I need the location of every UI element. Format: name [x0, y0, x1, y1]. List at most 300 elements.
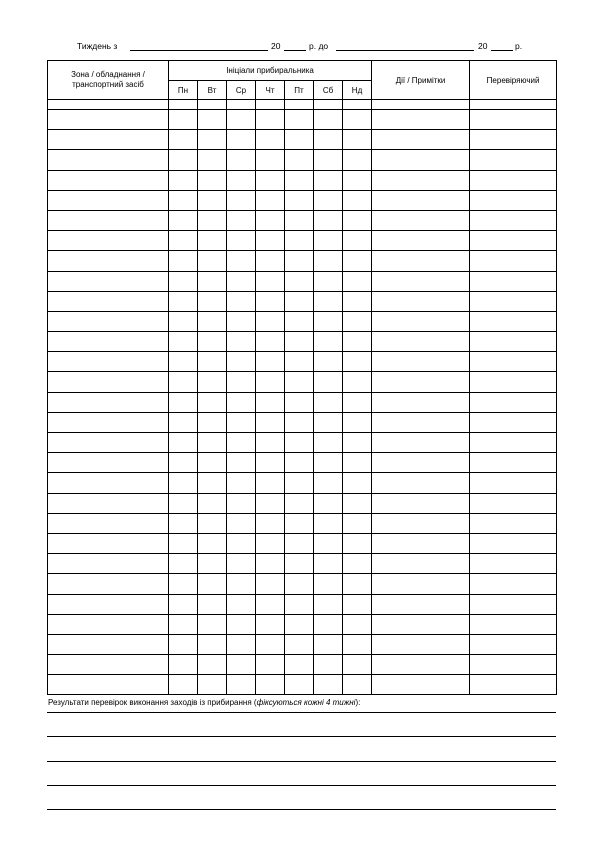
- table-cell[interactable]: [343, 170, 372, 190]
- table-cell[interactable]: [372, 130, 470, 150]
- table-cell[interactable]: [256, 110, 285, 130]
- table-cell[interactable]: [169, 372, 198, 392]
- table-cell[interactable]: [470, 231, 557, 251]
- table-cell[interactable]: [285, 655, 314, 675]
- table-cell[interactable]: [198, 453, 227, 473]
- table-cell[interactable]: [372, 150, 470, 170]
- table-cell[interactable]: [256, 493, 285, 513]
- table-cell[interactable]: [314, 513, 343, 533]
- table-cell[interactable]: [470, 614, 557, 634]
- week-end-field[interactable]: [336, 50, 474, 51]
- table-cell[interactable]: [169, 655, 198, 675]
- table-cell[interactable]: [48, 170, 169, 190]
- table-cell[interactable]: [343, 190, 372, 210]
- table-cell[interactable]: [256, 433, 285, 453]
- table-cell[interactable]: [470, 675, 557, 695]
- table-cell[interactable]: [343, 311, 372, 331]
- table-cell[interactable]: [314, 130, 343, 150]
- table-cell[interactable]: [48, 453, 169, 473]
- table-cell[interactable]: [198, 533, 227, 553]
- table-cell[interactable]: [314, 190, 343, 210]
- table-cell[interactable]: [169, 675, 198, 695]
- table-cell[interactable]: [470, 473, 557, 493]
- table-cell[interactable]: [314, 311, 343, 331]
- table-cell[interactable]: [256, 453, 285, 473]
- table-cell[interactable]: [169, 433, 198, 453]
- inspection-line[interactable]: [47, 761, 556, 762]
- table-cell[interactable]: [227, 352, 256, 372]
- table-cell[interactable]: [470, 291, 557, 311]
- table-cell[interactable]: [470, 493, 557, 513]
- table-cell[interactable]: [343, 332, 372, 352]
- table-cell[interactable]: [314, 291, 343, 311]
- table-cell[interactable]: [256, 251, 285, 271]
- table-cell[interactable]: [470, 453, 557, 473]
- table-cell[interactable]: [285, 130, 314, 150]
- table-cell[interactable]: [198, 594, 227, 614]
- table-cell[interactable]: [227, 634, 256, 654]
- table-cell[interactable]: [372, 352, 470, 372]
- table-cell[interactable]: [48, 271, 169, 291]
- table-cell[interactable]: [198, 554, 227, 574]
- table-cell[interactable]: [343, 433, 372, 453]
- table-cell[interactable]: [372, 655, 470, 675]
- table-cell[interactable]: [256, 170, 285, 190]
- table-cell[interactable]: [343, 392, 372, 412]
- table-cell[interactable]: [470, 352, 557, 372]
- table-cell[interactable]: [198, 372, 227, 392]
- table-cell[interactable]: [48, 130, 169, 150]
- table-cell[interactable]: [372, 231, 470, 251]
- table-cell[interactable]: [227, 271, 256, 291]
- table-cell[interactable]: [285, 594, 314, 614]
- table-cell[interactable]: [48, 100, 169, 110]
- table-cell[interactable]: [314, 231, 343, 251]
- table-cell[interactable]: [372, 533, 470, 553]
- inspection-line[interactable]: [47, 785, 556, 786]
- table-cell[interactable]: [343, 493, 372, 513]
- table-cell[interactable]: [48, 231, 169, 251]
- table-cell[interactable]: [470, 190, 557, 210]
- table-cell[interactable]: [198, 190, 227, 210]
- table-cell[interactable]: [169, 291, 198, 311]
- table-cell[interactable]: [198, 332, 227, 352]
- table-cell[interactable]: [227, 231, 256, 251]
- table-cell[interactable]: [470, 130, 557, 150]
- table-cell[interactable]: [198, 493, 227, 513]
- table-cell[interactable]: [343, 473, 372, 493]
- table-cell[interactable]: [256, 533, 285, 553]
- table-cell[interactable]: [314, 574, 343, 594]
- table-cell[interactable]: [198, 251, 227, 271]
- table-cell[interactable]: [314, 614, 343, 634]
- table-cell[interactable]: [343, 634, 372, 654]
- table-cell[interactable]: [256, 412, 285, 432]
- table-cell[interactable]: [169, 453, 198, 473]
- table-cell[interactable]: [198, 634, 227, 654]
- table-cell[interactable]: [314, 271, 343, 291]
- table-cell[interactable]: [285, 574, 314, 594]
- table-cell[interactable]: [48, 291, 169, 311]
- table-cell[interactable]: [256, 271, 285, 291]
- table-cell[interactable]: [343, 594, 372, 614]
- table-cell[interactable]: [169, 332, 198, 352]
- table-cell[interactable]: [169, 352, 198, 372]
- table-cell[interactable]: [314, 100, 343, 110]
- table-cell[interactable]: [169, 251, 198, 271]
- table-cell[interactable]: [227, 493, 256, 513]
- table-cell[interactable]: [285, 614, 314, 634]
- table-cell[interactable]: [285, 675, 314, 695]
- table-cell[interactable]: [285, 210, 314, 230]
- table-cell[interactable]: [227, 594, 256, 614]
- table-cell[interactable]: [256, 634, 285, 654]
- table-cell[interactable]: [198, 614, 227, 634]
- table-cell[interactable]: [285, 231, 314, 251]
- table-cell[interactable]: [285, 433, 314, 453]
- table-cell[interactable]: [48, 675, 169, 695]
- table-cell[interactable]: [256, 291, 285, 311]
- table-cell[interactable]: [372, 392, 470, 412]
- table-cell[interactable]: [227, 392, 256, 412]
- table-cell[interactable]: [285, 170, 314, 190]
- table-cell[interactable]: [227, 190, 256, 210]
- inspection-line[interactable]: [47, 736, 556, 737]
- table-cell[interactable]: [372, 433, 470, 453]
- table-cell[interactable]: [169, 594, 198, 614]
- table-cell[interactable]: [256, 372, 285, 392]
- table-cell[interactable]: [169, 190, 198, 210]
- table-cell[interactable]: [314, 210, 343, 230]
- table-cell[interactable]: [372, 594, 470, 614]
- table-cell[interactable]: [372, 412, 470, 432]
- table-cell[interactable]: [169, 210, 198, 230]
- table-cell[interactable]: [227, 655, 256, 675]
- table-cell[interactable]: [169, 574, 198, 594]
- table-cell[interactable]: [470, 150, 557, 170]
- table-cell[interactable]: [285, 311, 314, 331]
- table-cell[interactable]: [48, 190, 169, 210]
- inspection-line[interactable]: [47, 712, 556, 713]
- table-cell[interactable]: [372, 513, 470, 533]
- table-cell[interactable]: [198, 574, 227, 594]
- table-cell[interactable]: [470, 433, 557, 453]
- table-cell[interactable]: [470, 574, 557, 594]
- table-cell[interactable]: [227, 110, 256, 130]
- table-cell[interactable]: [343, 614, 372, 634]
- table-cell[interactable]: [198, 352, 227, 372]
- table-cell[interactable]: [470, 412, 557, 432]
- table-cell[interactable]: [198, 412, 227, 432]
- table-cell[interactable]: [285, 554, 314, 574]
- table-cell[interactable]: [343, 412, 372, 432]
- table-cell[interactable]: [198, 675, 227, 695]
- table-cell[interactable]: [470, 594, 557, 614]
- table-cell[interactable]: [256, 190, 285, 210]
- table-cell[interactable]: [227, 150, 256, 170]
- table-cell[interactable]: [372, 210, 470, 230]
- table-cell[interactable]: [48, 251, 169, 271]
- table-cell[interactable]: [198, 311, 227, 331]
- table-cell[interactable]: [169, 554, 198, 574]
- table-cell[interactable]: [285, 100, 314, 110]
- table-cell[interactable]: [227, 614, 256, 634]
- table-cell[interactable]: [285, 634, 314, 654]
- table-cell[interactable]: [470, 634, 557, 654]
- table-cell[interactable]: [372, 574, 470, 594]
- table-cell[interactable]: [256, 655, 285, 675]
- table-cell[interactable]: [256, 210, 285, 230]
- table-cell[interactable]: [227, 372, 256, 392]
- table-cell[interactable]: [314, 110, 343, 130]
- table-cell[interactable]: [372, 311, 470, 331]
- table-cell[interactable]: [372, 100, 470, 110]
- table-cell[interactable]: [256, 594, 285, 614]
- table-cell[interactable]: [372, 110, 470, 130]
- table-cell[interactable]: [198, 473, 227, 493]
- table-cell[interactable]: [470, 110, 557, 130]
- table-cell[interactable]: [372, 251, 470, 271]
- table-cell[interactable]: [198, 130, 227, 150]
- table-cell[interactable]: [227, 100, 256, 110]
- table-cell[interactable]: [470, 533, 557, 553]
- table-cell[interactable]: [343, 130, 372, 150]
- table-cell[interactable]: [169, 271, 198, 291]
- table-cell[interactable]: [343, 291, 372, 311]
- table-cell[interactable]: [372, 453, 470, 473]
- table-cell[interactable]: [343, 210, 372, 230]
- table-cell[interactable]: [198, 513, 227, 533]
- table-cell[interactable]: [198, 291, 227, 311]
- table-cell[interactable]: [314, 533, 343, 553]
- table-cell[interactable]: [48, 110, 169, 130]
- table-cell[interactable]: [256, 332, 285, 352]
- year-start-field[interactable]: [284, 50, 306, 51]
- table-cell[interactable]: [48, 433, 169, 453]
- week-start-field[interactable]: [130, 50, 268, 51]
- table-cell[interactable]: [285, 453, 314, 473]
- table-cell[interactable]: [198, 433, 227, 453]
- table-cell[interactable]: [372, 332, 470, 352]
- table-cell[interactable]: [48, 412, 169, 432]
- table-cell[interactable]: [285, 110, 314, 130]
- table-cell[interactable]: [314, 392, 343, 412]
- table-cell[interactable]: [227, 453, 256, 473]
- table-cell[interactable]: [285, 352, 314, 372]
- table-cell[interactable]: [343, 100, 372, 110]
- table-cell[interactable]: [343, 352, 372, 372]
- table-cell[interactable]: [227, 311, 256, 331]
- table-cell[interactable]: [198, 392, 227, 412]
- table-cell[interactable]: [285, 533, 314, 553]
- inspection-line[interactable]: [47, 809, 556, 810]
- table-cell[interactable]: [470, 554, 557, 574]
- table-cell[interactable]: [227, 473, 256, 493]
- table-cell[interactable]: [227, 533, 256, 553]
- table-cell[interactable]: [343, 453, 372, 473]
- table-cell[interactable]: [343, 372, 372, 392]
- table-cell[interactable]: [48, 513, 169, 533]
- table-cell[interactable]: [169, 130, 198, 150]
- table-cell[interactable]: [470, 332, 557, 352]
- table-cell[interactable]: [256, 100, 285, 110]
- table-cell[interactable]: [314, 412, 343, 432]
- table-cell[interactable]: [285, 190, 314, 210]
- table-cell[interactable]: [256, 614, 285, 634]
- table-cell[interactable]: [314, 453, 343, 473]
- table-cell[interactable]: [169, 150, 198, 170]
- table-cell[interactable]: [285, 251, 314, 271]
- table-cell[interactable]: [470, 655, 557, 675]
- table-cell[interactable]: [48, 655, 169, 675]
- table-cell[interactable]: [48, 352, 169, 372]
- table-cell[interactable]: [48, 210, 169, 230]
- table-cell[interactable]: [343, 655, 372, 675]
- table-cell[interactable]: [470, 271, 557, 291]
- table-cell[interactable]: [169, 311, 198, 331]
- table-cell[interactable]: [48, 533, 169, 553]
- table-cell[interactable]: [227, 412, 256, 432]
- table-cell[interactable]: [169, 110, 198, 130]
- table-cell[interactable]: [256, 392, 285, 412]
- table-cell[interactable]: [372, 554, 470, 574]
- table-cell[interactable]: [285, 392, 314, 412]
- table-cell[interactable]: [285, 271, 314, 291]
- table-cell[interactable]: [285, 473, 314, 493]
- table-cell[interactable]: [343, 533, 372, 553]
- table-cell[interactable]: [227, 170, 256, 190]
- table-cell[interactable]: [372, 271, 470, 291]
- table-cell[interactable]: [314, 675, 343, 695]
- table-cell[interactable]: [169, 513, 198, 533]
- table-cell[interactable]: [285, 493, 314, 513]
- table-cell[interactable]: [343, 554, 372, 574]
- table-cell[interactable]: [343, 150, 372, 170]
- table-cell[interactable]: [48, 554, 169, 574]
- table-cell[interactable]: [48, 311, 169, 331]
- table-cell[interactable]: [314, 594, 343, 614]
- table-cell[interactable]: [470, 210, 557, 230]
- table-cell[interactable]: [48, 493, 169, 513]
- table-cell[interactable]: [285, 291, 314, 311]
- table-cell[interactable]: [343, 513, 372, 533]
- table-cell[interactable]: [198, 170, 227, 190]
- table-cell[interactable]: [169, 100, 198, 110]
- table-cell[interactable]: [227, 554, 256, 574]
- table-cell[interactable]: [470, 392, 557, 412]
- table-cell[interactable]: [372, 634, 470, 654]
- table-cell[interactable]: [256, 150, 285, 170]
- table-cell[interactable]: [48, 634, 169, 654]
- table-cell[interactable]: [256, 352, 285, 372]
- table-cell[interactable]: [48, 392, 169, 412]
- table-cell[interactable]: [48, 372, 169, 392]
- table-cell[interactable]: [227, 574, 256, 594]
- table-cell[interactable]: [256, 473, 285, 493]
- table-cell[interactable]: [470, 311, 557, 331]
- table-cell[interactable]: [372, 493, 470, 513]
- table-cell[interactable]: [343, 271, 372, 291]
- table-cell[interactable]: [227, 130, 256, 150]
- table-cell[interactable]: [285, 513, 314, 533]
- table-cell[interactable]: [314, 150, 343, 170]
- table-cell[interactable]: [256, 231, 285, 251]
- table-cell[interactable]: [256, 574, 285, 594]
- table-cell[interactable]: [372, 473, 470, 493]
- table-cell[interactable]: [227, 251, 256, 271]
- table-cell[interactable]: [314, 433, 343, 453]
- table-cell[interactable]: [169, 533, 198, 553]
- table-cell[interactable]: [372, 675, 470, 695]
- table-cell[interactable]: [343, 110, 372, 130]
- table-cell[interactable]: [48, 150, 169, 170]
- table-cell[interactable]: [198, 110, 227, 130]
- table-cell[interactable]: [470, 170, 557, 190]
- table-cell[interactable]: [227, 513, 256, 533]
- table-cell[interactable]: [48, 332, 169, 352]
- table-cell[interactable]: [198, 150, 227, 170]
- table-cell[interactable]: [285, 150, 314, 170]
- table-cell[interactable]: [227, 210, 256, 230]
- table-cell[interactable]: [314, 554, 343, 574]
- table-cell[interactable]: [169, 493, 198, 513]
- table-cell[interactable]: [169, 412, 198, 432]
- table-cell[interactable]: [198, 271, 227, 291]
- table-cell[interactable]: [198, 231, 227, 251]
- table-cell[interactable]: [314, 332, 343, 352]
- table-cell[interactable]: [256, 675, 285, 695]
- table-cell[interactable]: [372, 614, 470, 634]
- table-cell[interactable]: [372, 372, 470, 392]
- table-cell[interactable]: [470, 372, 557, 392]
- table-cell[interactable]: [314, 352, 343, 372]
- table-cell[interactable]: [470, 513, 557, 533]
- table-cell[interactable]: [372, 291, 470, 311]
- table-cell[interactable]: [372, 190, 470, 210]
- table-cell[interactable]: [314, 251, 343, 271]
- table-cell[interactable]: [343, 231, 372, 251]
- table-cell[interactable]: [256, 130, 285, 150]
- table-cell[interactable]: [343, 251, 372, 271]
- table-cell[interactable]: [169, 392, 198, 412]
- table-cell[interactable]: [256, 311, 285, 331]
- table-cell[interactable]: [285, 412, 314, 432]
- table-cell[interactable]: [169, 473, 198, 493]
- table-cell[interactable]: [198, 210, 227, 230]
- table-cell[interactable]: [314, 372, 343, 392]
- table-cell[interactable]: [256, 554, 285, 574]
- table-cell[interactable]: [285, 372, 314, 392]
- table-cell[interactable]: [343, 574, 372, 594]
- table-cell[interactable]: [227, 291, 256, 311]
- table-cell[interactable]: [48, 574, 169, 594]
- table-cell[interactable]: [470, 251, 557, 271]
- table-cell[interactable]: [198, 100, 227, 110]
- table-cell[interactable]: [314, 473, 343, 493]
- table-cell[interactable]: [169, 634, 198, 654]
- table-cell[interactable]: [227, 433, 256, 453]
- table-cell[interactable]: [48, 614, 169, 634]
- table-cell[interactable]: [314, 655, 343, 675]
- year-end-field[interactable]: [491, 50, 513, 51]
- table-cell[interactable]: [314, 634, 343, 654]
- table-cell[interactable]: [198, 655, 227, 675]
- table-cell[interactable]: [372, 170, 470, 190]
- table-cell[interactable]: [343, 675, 372, 695]
- table-cell[interactable]: [48, 594, 169, 614]
- table-cell[interactable]: [169, 170, 198, 190]
- table-cell[interactable]: [227, 332, 256, 352]
